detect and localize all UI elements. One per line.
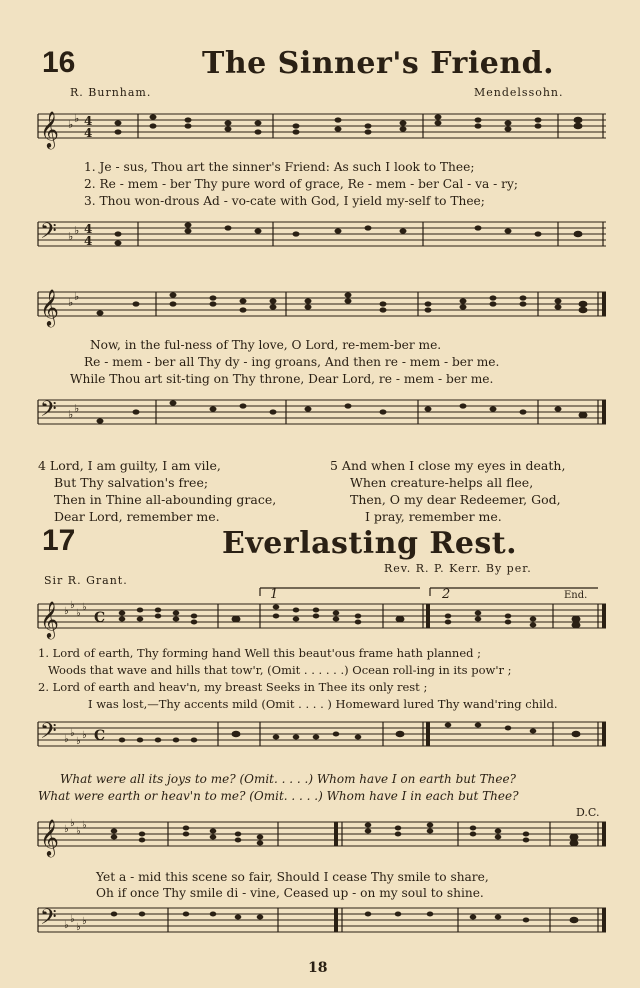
verse-5-line: When creature-helps all flee, bbox=[350, 475, 534, 490]
composer: Mendelssohn. bbox=[474, 86, 564, 99]
svg-text:♭: ♭ bbox=[68, 118, 74, 131]
hymn-number: 17 bbox=[42, 524, 76, 557]
svg-text:♭: ♭ bbox=[82, 730, 87, 741]
verse-line: Re - mem - ber all Thy dy - ing groans, And then re - mem - ber me. bbox=[84, 355, 500, 369]
verse-4-line: Dear Lord, remember me. bbox=[54, 509, 220, 524]
staff-bass bbox=[38, 904, 608, 944]
treble-clef-icon: 𝄞 bbox=[40, 818, 59, 856]
staff-treble bbox=[38, 586, 608, 636]
verse-line: Yet a - mid this scene so fair, Should I cease Thy smile to share, bbox=[96, 870, 489, 884]
bass-clef-icon: 𝄢 bbox=[40, 905, 57, 935]
verse-line-italic: What were earth or heav'n to me? (Omit. . . . .) Whom have I in each but Thee? bbox=[38, 789, 519, 803]
lyricist: R. Burnham. bbox=[70, 86, 152, 99]
svg-text:♭: ♭ bbox=[76, 608, 81, 619]
svg-text:♭: ♭ bbox=[68, 296, 74, 309]
svg-text:♭: ♭ bbox=[74, 112, 80, 125]
hymn-number: 16 bbox=[42, 46, 76, 79]
staff-treble bbox=[38, 818, 608, 858]
svg-text:♭: ♭ bbox=[64, 824, 69, 835]
verse-line: 1. Lord of earth, Thy forming hand Well this beaut'ous frame hath planned ; bbox=[38, 646, 482, 660]
svg-text:♭: ♭ bbox=[82, 916, 87, 927]
treble-clef-icon: 𝄞 bbox=[40, 600, 59, 638]
svg-text:4: 4 bbox=[84, 114, 93, 128]
verse-line: 3. Thou won-drous Ad - vo-cate with God, I yield my-self to Thee; bbox=[84, 194, 485, 208]
hymn-title: Everlasting Rest. bbox=[222, 526, 518, 561]
verse-5-line: Then, O my dear Redeemer, God, bbox=[350, 492, 561, 507]
treble-clef-icon: 𝄞 bbox=[40, 288, 59, 326]
svg-text:♭: ♭ bbox=[70, 914, 75, 925]
hymn-title: The Sinner's Friend. bbox=[202, 46, 555, 81]
verse-line-italic: What were all its joys to me? (Omit. . . . .) Whom have I on earth but Thee? bbox=[60, 772, 516, 786]
svg-text:♭: ♭ bbox=[70, 600, 75, 611]
svg-text:♭: ♭ bbox=[64, 920, 69, 931]
svg-text:C: C bbox=[94, 610, 106, 626]
svg-text:♭: ♭ bbox=[68, 230, 74, 243]
composer-credit: Rev. R. P. Kerr. By per. bbox=[384, 562, 532, 575]
verse-5-line: 5 And when I close my eyes in death, bbox=[330, 458, 566, 473]
verse-line: 2. Re - mem - ber Thy pure word of grace, Re - mem - ber Cal - va - ry; bbox=[84, 177, 518, 191]
staff-bass bbox=[38, 218, 608, 258]
verse-line: 2. Lord of earth and heav'n, my breast Seeks in Thee its only rest ; bbox=[38, 680, 428, 694]
verse-4-line: Then in Thine all-abounding grace, bbox=[54, 492, 277, 507]
verse-line: 1. Je - sus, Thou art the sinner's Friend: As such I look to Thee; bbox=[84, 160, 475, 174]
svg-text:4: 4 bbox=[84, 234, 93, 248]
staff-bass bbox=[38, 718, 608, 758]
bass-clef-icon: 𝄢 bbox=[40, 397, 57, 427]
svg-text:♭: ♭ bbox=[76, 736, 81, 747]
ending-1-label: 1 bbox=[270, 587, 279, 602]
svg-text:♭: ♭ bbox=[70, 818, 75, 829]
svg-text:♭: ♭ bbox=[82, 820, 87, 831]
svg-text:C: C bbox=[94, 728, 106, 744]
treble-clef-icon: 𝄞 bbox=[40, 110, 59, 148]
svg-text:4: 4 bbox=[84, 126, 93, 140]
svg-text:♭: ♭ bbox=[74, 224, 80, 237]
staff-bass bbox=[38, 396, 608, 436]
verse-5-line: I pray, remember me. bbox=[365, 509, 502, 524]
svg-text:♭: ♭ bbox=[74, 290, 80, 303]
verse-line: Now, in the ful-ness of Thy love, O Lord, re-mem-ber me. bbox=[90, 338, 442, 352]
verse-line: While Thou art sit-ting on Thy throne, Dear Lord, re - mem - ber me. bbox=[70, 372, 494, 386]
dc-mark: D.C. bbox=[576, 806, 600, 819]
ending-2-label: 2 bbox=[442, 587, 451, 602]
svg-text:♭: ♭ bbox=[68, 408, 74, 421]
svg-text:♭: ♭ bbox=[64, 734, 69, 745]
bass-clef-icon: 𝄢 bbox=[40, 719, 57, 749]
verse-line: I was lost,—Thy accents mild (Omit . . . . ) Homeward lured Thy wand'ring child. bbox=[88, 697, 558, 711]
end-mark: End. bbox=[564, 590, 588, 601]
svg-text:♭: ♭ bbox=[76, 826, 81, 837]
svg-text:♭: ♭ bbox=[74, 402, 80, 415]
lyricist: Sir R. Grant. bbox=[44, 574, 128, 587]
bass-clef-icon: 𝄢 bbox=[40, 219, 57, 249]
verse-line: Woods that wave and hills that tow'r, (Omit . . . . . .) Ocean roll-ing in its pow'r ; bbox=[48, 663, 512, 677]
verse-line: Oh if once Thy smile di - vine, Ceased up - on my soul to shine. bbox=[96, 886, 484, 900]
staff-treble bbox=[38, 110, 608, 150]
staff-treble bbox=[38, 288, 608, 328]
verse-4-line: 4 Lord, I am guilty, I am vile, bbox=[38, 458, 221, 473]
svg-text:♭: ♭ bbox=[76, 922, 81, 933]
page-number: 18 bbox=[308, 960, 328, 976]
svg-text:4: 4 bbox=[84, 222, 93, 236]
svg-text:♭: ♭ bbox=[70, 728, 75, 739]
verse-4-line: But Thy salvation's free; bbox=[54, 475, 209, 490]
svg-text:♭: ♭ bbox=[64, 606, 69, 617]
svg-text:♭: ♭ bbox=[82, 602, 87, 613]
